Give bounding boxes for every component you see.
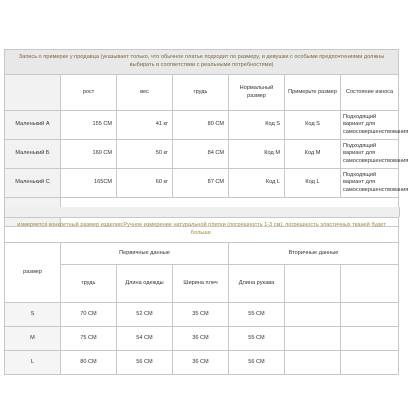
secondary-data-header: Вторичные данные bbox=[229, 243, 399, 265]
model-weight: 50 кг bbox=[117, 140, 173, 169]
header-cell bbox=[5, 75, 61, 111]
primary-data-header: Первичные данные bbox=[61, 243, 229, 265]
measure-notice-row bbox=[5, 218, 399, 243]
table-row bbox=[5, 140, 399, 169]
header-shoulder-width: Ширина плеч bbox=[173, 265, 229, 303]
model-tried-size: Код S bbox=[285, 111, 341, 140]
empty-cell bbox=[285, 351, 341, 375]
group-header-row bbox=[5, 243, 399, 265]
header-chest: грудь bbox=[173, 75, 229, 111]
model-height: 165СМ bbox=[61, 169, 117, 198]
header-tried-size: Примерьте размер bbox=[285, 75, 341, 111]
model-normal-size: Код L bbox=[229, 169, 285, 198]
chest-value: 75 СМ bbox=[61, 327, 117, 351]
header-weight: вес bbox=[117, 75, 173, 111]
empty-cell bbox=[341, 265, 399, 303]
header-height: рост bbox=[61, 75, 117, 111]
model-tried-size: Код L bbox=[285, 169, 341, 198]
model-name: Маленький А bbox=[5, 111, 61, 140]
model-normal-size: Код М bbox=[229, 140, 285, 169]
model-tried-size: Код М bbox=[285, 140, 341, 169]
empty-cell bbox=[285, 265, 341, 303]
fitting-notice: Запись о примерке у продавца (указывает только, что обычное платье подходит по размеру, и девушки с особыми предпочтениями должны выбирать в соответствии с реальными потребностями) bbox=[5, 50, 399, 75]
model-name: Маленький Б bbox=[5, 140, 61, 169]
table-row bbox=[5, 351, 399, 375]
fitting-header-row bbox=[5, 75, 399, 111]
table-row bbox=[5, 303, 399, 327]
empty-cell bbox=[285, 327, 341, 351]
model-height: 155 СМ bbox=[61, 111, 117, 140]
sleeve-value: 56 СМ bbox=[229, 351, 285, 375]
model-chest: 80 СМ bbox=[173, 111, 229, 140]
model-weight: 41 кг bbox=[117, 111, 173, 140]
chest-value: 80 СМ bbox=[61, 351, 117, 375]
header-garment-length: Длина одежды bbox=[117, 265, 173, 303]
model-height: 160 СМ bbox=[61, 140, 117, 169]
model-name: Маленький С bbox=[5, 169, 61, 198]
model-chest: 84 СМ bbox=[173, 140, 229, 169]
size-measurement-table bbox=[4, 217, 399, 375]
model-wear-state: Подходящий вариант для самосовершенствования bbox=[341, 111, 399, 140]
size-header: размер bbox=[5, 243, 61, 303]
fitting-notice-row bbox=[5, 50, 399, 75]
sleeve-value: 55 СМ bbox=[229, 327, 285, 351]
section-divider bbox=[4, 207, 400, 217]
model-wear-state: Подходящий вариант для самосовершенствования bbox=[341, 140, 399, 169]
model-wear-state: Подходящий вариант для самосовершенствования bbox=[341, 169, 399, 198]
model-normal-size: Код S bbox=[229, 111, 285, 140]
length-value: 56 СМ bbox=[117, 351, 173, 375]
measure-notice: измеряется конкретный размер изделия:Ручное измерение натуральной плитки (погрешность 1-3 см), погрешность эластичных тканей будет больше. bbox=[5, 218, 399, 243]
shoulder-value: 35 СМ bbox=[173, 303, 229, 327]
column-header-row bbox=[5, 265, 399, 303]
length-value: 52 СМ bbox=[117, 303, 173, 327]
table-row bbox=[5, 327, 399, 351]
shoulder-value: 36 СМ bbox=[173, 327, 229, 351]
model-weight: 60 кг bbox=[117, 169, 173, 198]
empty-cell bbox=[341, 303, 399, 327]
size-label: S bbox=[5, 303, 61, 327]
header-chest: грудь bbox=[61, 265, 117, 303]
sleeve-value: 55 СМ bbox=[229, 303, 285, 327]
model-chest: 87 СМ bbox=[173, 169, 229, 198]
table-row bbox=[5, 111, 399, 140]
chest-value: 70 СМ bbox=[61, 303, 117, 327]
header-wear-state: Состояние износа bbox=[341, 75, 399, 111]
shoulder-value: 36 СМ bbox=[173, 351, 229, 375]
header-normal-size: Нормальный размер bbox=[229, 75, 285, 111]
empty-cell bbox=[285, 303, 341, 327]
header-sleeve-length: Длина рукава bbox=[229, 265, 285, 303]
fitting-record-table bbox=[4, 49, 408, 227]
length-value: 54 СМ bbox=[117, 327, 173, 351]
size-label: L bbox=[5, 351, 61, 375]
size-label: M bbox=[5, 327, 61, 351]
empty-cell bbox=[341, 327, 399, 351]
table-row bbox=[5, 169, 399, 198]
empty-cell bbox=[341, 351, 399, 375]
